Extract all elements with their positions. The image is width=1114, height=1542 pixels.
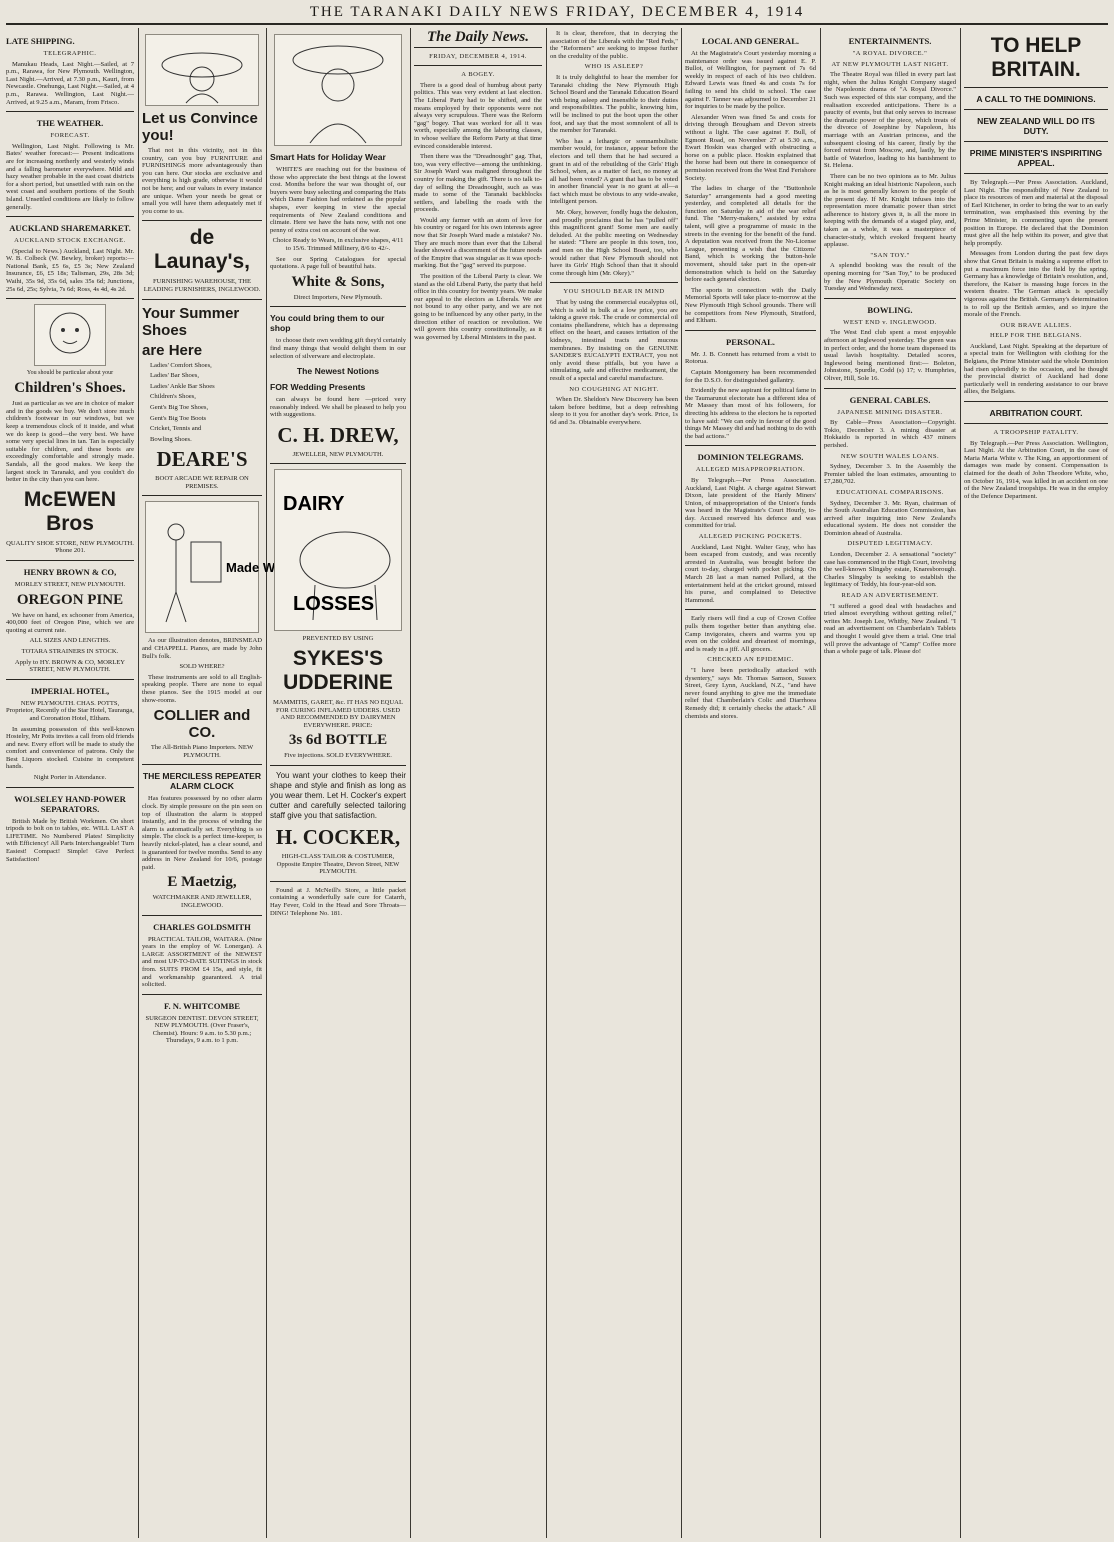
- plymouth-last-night: AT NEW PLYMOUTH LAST NIGHT.: [831, 60, 949, 68]
- divorce-paragraph-2: There can be no two opinions as to Mr. Julius Knight making an ideal histrionic Napoleon, such as he is most generally known to the people of the present day. If Mr. Knight infuses into the representation more dramatic power than strict adherence to history gives it, is all the more in keeping with the demands of a staged play, and, taken as a whole, it was a masterpiece of character-study, which evoked frequent hearty applause.: [824, 172, 956, 249]
- imperial-hotel-text: In assuming possession of this well-known Hostelry, Mr Potts invites a call from old friends and new. Every effort will be made to study the comfort and convenience of patrons. Only the Best Liquors stocked. Cuisine in competent hands.: [6, 725, 134, 771]
- drew-sub: JEWELLER, NEW PLYMOUTH.: [292, 450, 384, 458]
- de-launay-sub: FURNISHING WAREHOUSE, THE LEADING FURNISHERS, INGLEWOOD.: [143, 278, 261, 293]
- rule: [685, 609, 816, 610]
- local-paragraph-4: The sports in connection with the Daily Memorial Sports will take place to-morrow at the New Plymouth High School grounds. There will be competitors from New Plymouth, Stratford, and Eltham.: [685, 286, 816, 325]
- list-item: Ladies' Bar Shoes,: [150, 372, 199, 380]
- rule: [270, 765, 406, 766]
- legitimacy-text: London, December 2. A sensational "society" case has commenced in the High Court, involving the well-known Slingsby estate, Knaresborough. Charles Slingsby is seeking to establish the legitimacy of Teddy, his four-year-old son.: [824, 551, 956, 589]
- man-with-piano-illustration: [145, 501, 311, 633]
- dear-in-mind-heading: YOU SHOULD BEAR IN MIND: [563, 288, 665, 296]
- rule: [142, 764, 262, 765]
- prime-minister-appeal: PRIME MINISTER'S INSPIRITING APPEAL.: [969, 148, 1103, 168]
- column-3: [270, 30, 406, 1536]
- apply-line: Apply to HY. BROWN & CO, MORLEY STREET, NEW PLYMOUTH.: [14, 658, 126, 674]
- newest-notions: The Newest Notions: [296, 366, 380, 377]
- list-item: Gent's Big Toe Boots: [150, 414, 207, 422]
- piano-text: As our illustration denotes, BRINSMEAD and CHAPPELL Pianos, are made by John Bull's folk.: [142, 637, 262, 660]
- educational-text: Sydney, December 3. Mr. Ryan, chairman of the South Australian Education Commission, has arrived after inquiring into New Zealand's educational system. He does not consider the Dominion ahead of Australia.: [824, 499, 956, 537]
- rule: [142, 994, 262, 995]
- to-help-britain-heading: TO HELP BRITAIN.: [990, 34, 1082, 81]
- henry-brown-address: MORLEY STREET, NEW PLYMOUTH.: [14, 580, 126, 588]
- coughing-text: When Dr. Sheldon's New Discovery has been taken before bedtime, but a deep refreshing sleep to it you for another day's work. Price, 1s 6d and 3s. Obtainable everywhere.: [550, 396, 678, 426]
- night-porter-line: Night Porter in Attendance.: [33, 774, 107, 782]
- weather-text: Wellington, Last Night. Following is Mr. Bates' weather forecast:— Present indications are for increasing northerly and westerly winds and a falling barometer everywhere. Mild and hazy weather probable in the east coast districts for a short period, but unsettled with rain on the west coast and southern portions of the South Island. Unsettled conditions are likely to follow generally.: [6, 142, 134, 211]
- rule: [6, 298, 134, 299]
- rule: [550, 282, 678, 283]
- coughing-heading: NO COUGHING AT NIGHT.: [569, 385, 659, 393]
- lady-portrait-illustration: [274, 34, 402, 146]
- rule: [414, 47, 542, 48]
- maetzig-sub: WATCHMAKER AND JEWELLER, INGLEWOOD.: [152, 894, 252, 909]
- shipping-text: Manukau Heads, Last Night.—Sailed, at 7 p.m., Rarawa, for New Plymouth. Wellington, Last Night.—Arrived, at 7.30 p.m., Kauri, from Newcastle. Onehunga, Last Night.—Sailed, at 4 p.m., Rarawa. Wellington, Last Night.—Arrived, at 9.25 a.m., Maram, from Frisco.: [6, 60, 134, 106]
- advertisement-text: "I suffered a good deal with headaches and tried almost everything without getting relief," writes Mr. Joseph Lee, Whitby, New Zealand. "I read an advertisement on Chamberlain's Tablets and thought I would give them a trial. One trial will prove the advantage of "Camp" Coffee more than a whole page of talk. Please do!: [824, 602, 956, 656]
- instruments-text: These instruments are sold to all English-speaking people. There are none to equal these pianos. See the 1915 model at our show-rooms.: [142, 673, 262, 704]
- made-where-text: Made Where?: [226, 560, 311, 576]
- column-2: [142, 30, 311, 1536]
- help-for-belgians: HELP FOR THE BELGIANS.: [990, 332, 1082, 340]
- rule: [964, 87, 1108, 88]
- japanese-mining: JAPANESE MINING DISASTER.: [837, 408, 943, 416]
- personal-heading: PERSONAL.: [726, 336, 775, 347]
- list-item: Gent's Big Toe Shoes,: [150, 403, 209, 411]
- page-masthead: THE TARANAKI DAILY NEWS FRIDAY, DECEMBER 4, 1914: [309, 4, 805, 20]
- oregon-pine-heading: OREGON PINE: [16, 591, 124, 608]
- list-item: Bowling Shoes.: [150, 435, 192, 443]
- rule: [142, 220, 262, 221]
- general-cables-heading: GENERAL CABLES.: [849, 394, 931, 405]
- baby-illustration: [34, 304, 106, 366]
- cooke-text: You want your clothes to keep their shape and style and finish as long as you wear them. Let H. Cocker's expert cutter and carefully selected tailoring staff give you that satisfaction.: [270, 771, 406, 821]
- smart-hats-heading: Smart Hats for Holiday Wear: [270, 152, 386, 162]
- disputed-legitimacy: DISPUTED LEGITIMACY.: [847, 540, 933, 548]
- dominion-telegrams-heading: DOMINION TELEGRAMS.: [697, 452, 804, 463]
- rule: [6, 560, 134, 561]
- cocker-logo: H. COCKER,: [275, 825, 401, 850]
- shipping-heading: LATE SHIPPING.: [6, 36, 75, 46]
- bogey-continued: It is clear, therefore, that in decrying the association of the Liberals with the "Red Feds," the "Reformers" are seeking to impose further on the credulity of the public.: [550, 30, 678, 60]
- deares-address: BOOT ARCADE WE REPAIR ON PREMISES.: [155, 475, 249, 490]
- local-paragraph-3: The ladies in charge of the "Buttonhole Saturday" arrangements had a good meeting yesterday, and completed all details for the function on Saturday in aid of the war relief fund. The "Merry-makers," assisted by extra talent, will give a programme of music in the streets in the evening for the benefit of the fund. A deputation was received from the No-License League, presenting a wish that the Citizens' Band, which is working the button-hole movement, should take part in the open-air demonstration which is held on the Saturday before each general election.: [685, 185, 816, 284]
- sold-everywhere: Five injections. SOLD EVERYWHERE.: [284, 752, 392, 760]
- checked-epidemic-heading: CHECKED AN EPIDEMIC.: [707, 656, 794, 664]
- sharemarket-text: (Special to News.) Auckland, Last Night. Mr. W. B. Colbeck (W. Bewley, broker) reports:—National Bank, £5 6s, £5 3s; New Zealand Insurance, £6, £5 18s; Talisman, 29s, 28s 3d; Waihi, 35s 9d, 35s 6d, sales 35s 6d; Junctions, 25s 6d, 25s; Sylvia, 7s 6d; Ross, 4s 4d, 4s 2d.: [6, 247, 134, 293]
- whitcombe-sub: SURGEON DENTIST. DEVON STREET, NEW PLYMOUTH. (Over Fraser's, Chemist). Hours: 9 a.m. to 5.30 p.m.; Thursdays, 9 a.m. to 1 p.m.: [145, 1014, 259, 1045]
- deares-logo: DEARE'S: [156, 447, 248, 472]
- shoe-list: [150, 362, 262, 444]
- column-divider: [546, 28, 547, 1538]
- convince-text: That not in this vicinity, not in this country, can you buy FURNITURE and FURNISHINGS more advantageously than you can here. Our stocks are exclusive and everything is high grade, otherwise it would not be here; and our values in every instance are unique. When your needs be great or small you will have them adequately met if you come to us.: [142, 147, 262, 215]
- bogey-paragraph-1: There is a good deal of humbug about party politics. This was very evident at last election. The Liberal Party had to be shifted, and the means employed by their opponents were not always very scrupulous. There was the Reform "gag" bogey. That was worked for all it was worth, especially among the labouring classes, in whose welfare the Reform Party at that time evinced considerable interest.: [414, 81, 542, 150]
- britain-paragraph-1: By Telegraph.—Per Press Association. Auckland, Last Night. The responsibility of New Zealand to place its resources of men and material at the disposal of Earl Kitchener, in order to bring the war to an early termination, was emphasised this evening by the Prime Minister, in commenting upon the present position in Europe. He declared that the Dominion must give all the help within its power, and give that help promptly.: [964, 179, 1108, 247]
- maetzig-logo: E Maetzig,: [167, 874, 237, 891]
- stock-exchange-label: AUCKLAND STOCK EXCHANGE.: [14, 237, 126, 245]
- rule: [270, 463, 406, 464]
- edition-date: FRIDAY, DECEMBER 4, 1914.: [429, 52, 527, 60]
- column-1: [6, 30, 134, 1536]
- spring-catalogue: See our Spring Catalogues for special quotations. A page full of beautiful hats.: [270, 255, 406, 271]
- masthead-daily-news: The Daily News.: [426, 29, 530, 45]
- personal-paragraph-3: Evidently the new aspirant for political fame in the Taumarunui electorate has a different idea of Mr Massey than most of his followers, for directing his address to the electors he is reported to have said: "We can only in favour of the good things Mr Massey did and had nothing to do with the bad actions.": [685, 387, 816, 440]
- column-divider: [138, 28, 139, 1538]
- bridge-shop-text: to choose their own wedding gift they'd certainly find many things that would delight them in our selection of silverware and electroplate.: [270, 337, 406, 360]
- bogey-paragraph-4: The position of the Liberal Party is clear. We stand as the old Liberal Party, the party that held office in this country for twenty years. We make our appeal to the electors as Liberals. We are not bound to any other party, and we are not going to be influenced by any other party, in the direction either of reaction or revolution. We will govern this country constitutionally, as it was governed by Liberal Ministers in the past.: [414, 273, 542, 341]
- found-notice: Found at J. McNeill's Store, a little packet containing a wonderfully safe cure for Catarrh, Hay Fever, Cold in the Head and Sore Throats—DING! Telephone No. 181.: [270, 886, 406, 917]
- belgians-text: Auckland, Last Night. Speaking at the departure of a special train for Wellington with clothing for the Belgians, the Prime Minister said the whole Dominion had risen splendidly to the occasion, and he thought the provincial district of Auckland had done particularly well in rendering assistance to our brave allies, the Belgians.: [964, 342, 1108, 396]
- local-paragraph-2: Alexander Wren was fined 5s and costs for driving through Brougham and Devon streets without a light. The case against F. Bull, of Egmont Road, on November 27 at 5.30 a.m., Ewart Hoskin was charged with obstructing a horse on a public place. Hoskin explained that the horse had been out there in consequence of permission received from the West End Ferishore Society.: [685, 113, 816, 182]
- sharemarket-heading: AUCKLAND SHAREMARKET.: [9, 223, 131, 234]
- sykes-udderine: SYKES'S UDDERINE: [283, 647, 393, 695]
- rule: [685, 330, 816, 331]
- rule: [964, 173, 1108, 174]
- choice-ready-to-wear: Choice Ready to Wears, in exclusive shapes, 4/11 to 15/6. Trimmed Millinery, 8/6 to 42/-.: [272, 237, 404, 252]
- bowling-text: The West End club spent a most enjoyable afternoon at Inglewood yesterday. The green was in perfect order, and the home team dispensed its usual lavish hospitality. Detailed scores, Inglewood being mentioned first:— Boleton, Johnstone, Spurdle, Codd (s) 17; v. Humphries, Oliver, Hill, Sole 16.: [824, 329, 956, 382]
- column-divider: [266, 28, 267, 1538]
- troopship-text: By Telegraph.—Per Press Association. Wellington, Last Night. At the Arbitration Court, in the case of Maria Maria White v. The King, an apportionment of damages was made by consent. Compensation is claimed for the death of John Theodore White, who, on October 16, 1914, was killed in an accident on one of the New Zealand troopships. He was in the employ of the Defence Department.: [964, 439, 1108, 500]
- childrens-shoes-heading: Children's Shoes.: [14, 380, 126, 397]
- read-an-advertisement: READ AN ADVERTISEMENT.: [841, 592, 939, 600]
- britain-paragraph-2: Messages from London during the past few days show that Great Britain is making a supreme effort to put a maximum force into the field by the spring. Germany has a knowledge of Britain's resolution, and, therefore, the Kaiser is massing huge forces in the western theatre. The German attack is specially vigorous against the British. Germany's determination is to roll up the British armies, and so injure the morale of the French.: [964, 250, 1108, 319]
- royal-divorce-heading: "A ROYAL DIVORCE.": [852, 50, 928, 57]
- rule: [414, 65, 542, 66]
- imperial-hotel-address: NEW PLYMOUTH. CHAS. POTTS, Proprietor, Recently of the Star Hotel, Tauranga, and Coronation Hotel, Eltham.: [6, 699, 134, 722]
- arbitration-court-heading: ARBITRATION COURT.: [989, 408, 1083, 419]
- alarm-text: Has features possessed by no other alarm clock. By simple pressure on the pin seen on top of illustration the alarm is stopped instantly, and in the process of winding the alarm is automatically set. Everything is so simple. The clock is a perfect time-keeper, is heavily nickel-plated, has a clear sound, and is guaranteed for twelve months. Send to any address in New Zealand for 10/6, postage paid.: [142, 795, 262, 871]
- sold-where: SOLD WHERE?: [179, 663, 225, 671]
- dear-in-mind-text: That by using the commercial eucalyptus oil, which is sold in bulk at a low price, you are taking a grave risk. The crude or commercial oil contains phellandrene, which has a depressing effect on the heart, and causes irritation of the kidneys, intestinal tracts and mucous membranes. By insisting on the GENUINE SANDER'S EUCALYPTI EXTRACT, you not only avoid these pitfalls, but you have a stimulating, safe and effective medicament, the result of a special and careful manufacture.: [550, 299, 678, 382]
- summer-shoes-heading: Your Summer Shoes: [142, 304, 240, 339]
- divorce-paragraph-1: The Theatre Royal was filled in every part last night, when the Julius Knight Company staged the Napoleonic drama of "A Royal Divorce." Such was expected of this star company, and the realisation exceeded anticipations. There is a paucity of events, but that only serves to increase the dramatic power of the piece, which treats of the divorce of Josephine by Napoleon, his marriage with an Austrian princess, and the subsequent closing of his career, firstly by the forced retreat from Moscow, and, lastly, by the battle of Waterloo, leading to his banishment to St. Helena.: [824, 71, 956, 170]
- childrens-shoes-text: Just as particular as we are in choice of maker and in the goods we buy. We don't store much children's footwear in our windows, but we keep a tremendous clock of it inside, and what we do keep is good—the very best. We have some very special lines in tan. Tan is especially suitable for children, and these boots are exceedingly comfortable and strongly made. Sandals, all the good makes. We keep the largest stock in Taranaki, and you couldn't do better in the city than you can here.: [6, 400, 134, 484]
- telegraphic-label: TELEGRAPHIC.: [43, 50, 97, 57]
- asleep-paragraph-1: It is truly delightful to hear the member for Taranaki chiding the New Plymouth High School Board and the Taranaki Education Board with being asleep and insensible to their duties and responsibilities. The public, knowing him, will be inclined to put the boot upon the other foot, and say that the most somnolent of all is the member for Taranaki.: [550, 73, 678, 135]
- educational-comparisons: EDUCATIONAL COMPARISONS.: [836, 488, 944, 496]
- dairy-losses-text-1: DAIRY: [283, 493, 345, 516]
- call-to-dominions: A CALL TO THE DOMINIONS.: [976, 94, 1096, 104]
- henry-brown-heading: HENRY BROWN & CO,: [23, 566, 117, 577]
- forecast-label: FORECAST.: [50, 132, 90, 140]
- separators-text: British Made by British Workmen. On short tripods to bolt on to tables, etc. WILL LAST A LIFETIME. No Numbered Plates! Simplicity with Efficiency! All Parts Interchangeable! Turn Easiest! Compact! Simple! Give Perfect Satisfaction!: [6, 817, 134, 863]
- column-4: [414, 30, 542, 1536]
- sykes-sub: MAMMITIS, GARET, &c. IT HAS NO EQUAL FOR CURING INFLAMED UDDERS. USED AND RECOMMENDED BY DAIRYMEN EVERYWHERE. PRICE:: [273, 699, 403, 729]
- white-sons-sub: Direct Importers, New Plymouth.: [293, 293, 383, 301]
- bridge-shop-heading: You could bring them to our shop: [270, 313, 385, 334]
- pickpockets-text: Auckland, Last Night. Walter Gray, who has been escaped from custody, and was recently arrested in Australia, was brought before the court to-day, charged with pocket picking. On March 28 last a man named Pollard, at the entertainment held at the cricket ground, missed his purse, and complained to Detective Hammond.: [685, 543, 816, 604]
- bowling-heading: BOWLING.: [867, 304, 913, 315]
- rule: [964, 401, 1108, 402]
- weather-heading: THE WEATHER.: [36, 118, 104, 129]
- alleged-misappropriation: ALLEGED MISAPPROPRIATION.: [695, 466, 806, 474]
- drew-logo: C. H. DREW,: [277, 422, 399, 447]
- local-paragraph-1: At the Magistrate's Court yesterday morning a maintenance order was issued against E. P. Bullot, of Wellington, for payment of 7s 6d weekly in respect of each of his two children. Edward Lewis was fined 4s and costs 7s for failing to send his child to school. The case against F. Tanner was adjourned to December 21 for inquiries to be made by the police.: [685, 50, 816, 111]
- nsw-text: Sydney, December 3. In the Assembly the Premier tabled the loan estimates, amounting to £7,280,702.: [824, 463, 956, 486]
- rule: [142, 915, 262, 916]
- list-item: Ladies' Comfort Shoes,: [150, 361, 212, 369]
- list-item: Ladies' Ankle Bar Shoes: [150, 382, 215, 390]
- dairy-losses-text-2: LOSSES: [293, 593, 375, 616]
- asleep-paragraph-2: Who has a lethargic or somnambulistic member would, for instance, appear before the electors and tell them that he had secured a grant in aid of the rebuilding of the Girls' High School, when, as a matter of fact, no money at all had been voted? A grant that has to be voted in another financial year is no grant at all—a fact which must be obvious to any wide-awake, intelligent person.: [550, 137, 678, 206]
- collier-logo: COLLIER and CO.: [153, 707, 251, 742]
- personal-paragraph-1: Mr. J. B. Connett has returned from a visit to Rotorua.: [685, 350, 816, 366]
- whitcombe-heading: F. N. WHITCOMBE: [164, 1000, 240, 1011]
- asleep-paragraph-3: Mr. Okey, however, fondly hugs the delusion, and proudly proclaims that he has "pulled off" this magnificent grant! Some men are easily deluded. At the public meeting on Wednesday he stated: "There are people in this town, too, and men on the High School Board, too, who would rather that New Plymouth should not have its Girls' High School than that it should come through him (Mr. Okey).": [550, 209, 678, 277]
- nsw-loans: NEW SOUTH WALES LOANS.: [840, 452, 940, 460]
- goldsmith-text: PRACTICAL TAILOR, WAITARA. (Nine years in the employ of W. Lonergan). A LARGE ASSORTMENT of the NEWEST and most UP-TO-DATE SUITINGS in stock from. SUITS FROM £4 15s, and style, fit and workmanship guaranteed. A trial solicited.: [142, 935, 262, 989]
- column-7: [824, 30, 956, 1536]
- rule: [964, 423, 1108, 424]
- mcewen-address: QUALITY SHOE STORE, NEW PLYMOUTH. 'Phone 201.: [6, 539, 134, 555]
- wedding-text: can always be found here —priced very reasonably indeed. We shall be pleased to help you with suggestions.: [270, 396, 406, 419]
- imperial-hotel-heading: IMPERIAL HOTEL,: [30, 685, 110, 696]
- who-is-asleep-heading: WHO IS ASLEEP?: [584, 63, 644, 71]
- coffee-advert: Early risers will find a cup of Crown Coffee pulls them together better than anything else. Camp invigorates, cheers and warms you up even on the coldest and dreariest of mornings, and is ready in a jiff. All grocers.: [685, 615, 816, 653]
- bogey-paragraph-3: Would any farmer with an atom of love for his country or regard for his own interests agree now that Sir Joseph Ward made a mistake? No. They are much more than ever that the Liberal leader showed a discernment of the future needs of the Empire that was singular as it was epoch-marking. But the "gag" served its purpose.: [414, 216, 542, 270]
- rule: [6, 111, 134, 112]
- goldsmith-heading: CHARLES GOLDSMITH: [153, 921, 251, 932]
- nz-will-do-duty: NEW ZEALAND WILL DO ITS DUTY.: [977, 116, 1095, 136]
- mcewen-logo: McEWEN Bros: [23, 487, 117, 535]
- rule: [270, 881, 406, 882]
- rule: [6, 679, 134, 680]
- column-divider: [681, 28, 682, 1538]
- entertainments-heading: ENTERTAINMENTS.: [848, 36, 932, 46]
- epidemic-text: "I have been periodically attacked with dysentery," says Mr. Thomas Samson, Sussex Street, Grey Lynn, Auckland, N.Z., "and have never found anything to give me the immediate relief that Chamberlain's Colic and Diarrhoea Remedy did; it certainly checks the attack." All chemists and stores.: [685, 666, 816, 720]
- rule: [824, 388, 956, 389]
- local-general-heading: LOCAL AND GENERAL.: [701, 36, 800, 46]
- sizes-line: ALL SIZES AND LENGTHS.: [29, 637, 111, 645]
- collier-sub: The All-British Piano Importers. NEW PLYMOUTH.: [150, 744, 254, 759]
- west-end-heading: WEST END v. INGLEWOOD.: [843, 318, 937, 326]
- pickpockets-heading: ALLEGED PICKING POCKETS.: [698, 533, 803, 541]
- rule: [6, 216, 134, 217]
- column-6: [685, 30, 816, 1536]
- cow-illustration: [274, 469, 402, 631]
- rule: [6, 787, 134, 788]
- strainers-line: TOTARA STRAINERS IN STOCK.: [21, 647, 119, 655]
- prevented-by: PREVENTED BY USING: [302, 635, 374, 643]
- column-divider: [820, 28, 821, 1538]
- rule: [142, 495, 262, 496]
- merciless-heading: THE MERCILESS REPEATER ALARM CLOCK: [142, 771, 262, 792]
- are-here-heading: are Here: [142, 341, 203, 359]
- bogey-heading: A BOGEY.: [461, 71, 495, 79]
- separators-heading: WOLSELEY HAND-POWER SEPARATORS.: [14, 793, 126, 814]
- japanese-text: By Cable—Press Association—Copyright. Tokio, December 3. A mining disaster at Hokkaido is reported in which 437 miners perished.: [824, 419, 956, 449]
- white-sons-logo: White & Sons,: [291, 273, 385, 290]
- list-item: Children's Shoes,: [150, 393, 196, 401]
- shoes-particular: You should be particular about your: [26, 370, 114, 377]
- list-item: Cricket, Tennis and: [150, 425, 202, 433]
- convince-heading: Let us Convince you!: [142, 110, 258, 144]
- column-divider: [960, 28, 961, 1538]
- smart-hats-text: WHITE'S are reaching out for the business of those who appreciate the best things at the lowest cost. Months before the war was thought of, our buyers were busy selecting and comparing the Hats which Dame Fashion had ordained as the popular shapes, ever keeping in view the special requirements of New Zealand conditions and climate. Here we have the hats now, with not one penny of extra cost on account of the war.: [270, 166, 406, 234]
- column-divider: [410, 28, 411, 1538]
- bottle-price: 3s 6d BOTTLE: [288, 732, 388, 749]
- san-toy-heading: "SAN TOY.": [870, 251, 910, 259]
- personal-paragraph-2: Captain Montgomery has been recommended for the D.S.O. for distinguished gallantry.: [685, 368, 816, 384]
- rule: [142, 299, 262, 300]
- our-brave-allies: OUR BRAVE ALLIES.: [1000, 321, 1072, 329]
- column-5: [550, 30, 678, 1536]
- rule: [964, 141, 1108, 142]
- lady-hat-illustration: [145, 34, 259, 106]
- rule: [270, 306, 406, 307]
- oregon-pine-text: We have on hand, ex schooner from America, 400,000 feet of Oregon Pine, which we are quoting at current rate.: [6, 611, 134, 634]
- rule: [685, 445, 816, 446]
- de-launay-logo: de Launay's,: [153, 226, 251, 274]
- misappropriation-text: By Telegraph.—Per Press Association. Auckland, Last Night. A charge against Stewart Dixon, late president of the Hardy Miners' Union, of misappropriation of the Union's funds was heard in the Magistrate's Court Hourly, to-day. Accused reserved his defence and was committed for trial.: [685, 476, 816, 530]
- masthead-rule: [6, 23, 1108, 25]
- column-8: [964, 30, 1108, 1536]
- wedding-presents: FOR Wedding Presents: [270, 382, 366, 393]
- troopship-fatality: A TROOPSHIP FATALITY.: [993, 429, 1079, 437]
- san-toy-text: A splendid booking was the result of the opening morning for "San Toy," to be produced by the New Plymouth Operatic Society on Tuesday and Wednesday next.: [824, 262, 956, 293]
- rule: [964, 109, 1108, 110]
- bogey-paragraph-2: Then there was the "Dreadnought" gag. That, too, was very effective—among the unthinking. Sir Joseph Ward was maligned throughout the country for making the gift. There is no talk to-day of selling the Dreadnought, such as was made to some of the Taranaki backblocks settlers, and labelling the roads with the proceeds.: [414, 153, 542, 214]
- cocker-sub: HIGH-CLASS TAILOR & COSTUMIER, Opposite Empire Theatre, Devon Street, NEW PLYMOUTH.: [276, 853, 400, 876]
- rule: [824, 298, 956, 299]
